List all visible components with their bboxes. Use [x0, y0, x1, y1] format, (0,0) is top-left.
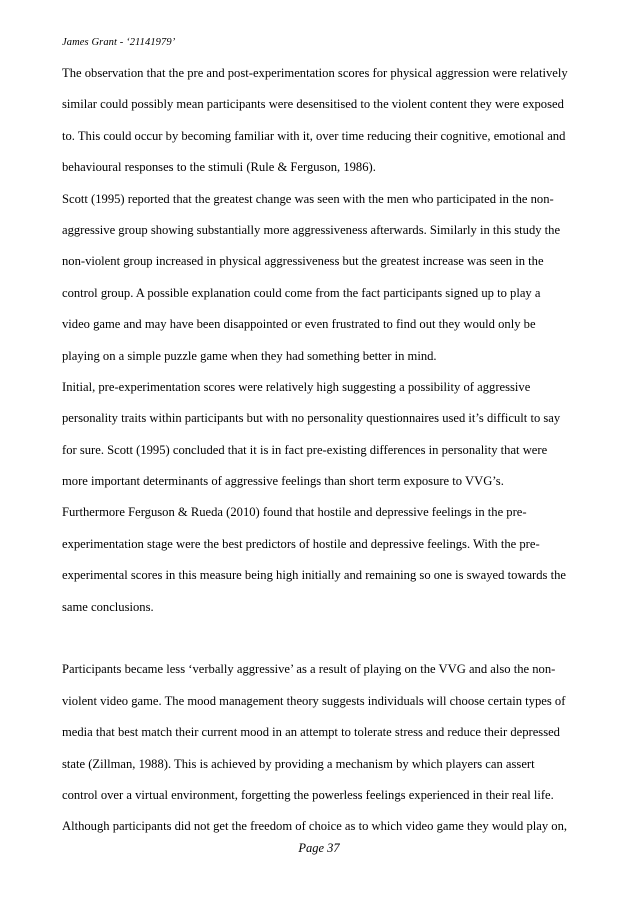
paragraph-gap — [62, 623, 582, 654]
text-line: The observation that the pre and post-experimentation scores for physical aggression were relatively — [62, 66, 568, 80]
text-line: aggressive group showing substantially more aggressiveness afterwards. Similarly in this study the — [62, 222, 561, 237]
text-line: media that best match their current mood in an attempt to tolerate stress and reduce their depressed — [62, 725, 560, 740]
paragraph-ferguson-rueda — [62, 497, 582, 623]
text-line: for sure. Scott (1995) concluded that it is in fact pre-existing differences in personality that were — [62, 442, 548, 457]
text-line: personality traits within participants but with no personality questionnaires used it’s difficult to say — [62, 411, 561, 426]
text-line: Furthermore Ferguson & Rueda (2010) found that hostile and depressive feelings in the pre- — [62, 505, 527, 520]
running-header: James Grant - ‘21141979’ — [62, 37, 176, 48]
text-line: control over a virtual environment, forgetting the powerless feelings experienced in their real life. — [62, 787, 554, 802]
paragraph-desensitisation — [62, 58, 582, 184]
text-line: Scott (1995) reported that the greatest change was seen with the men who participated in the non- — [62, 191, 554, 206]
text-line: state (Zillman, 1988). This is achieved by providing a mechanism by which players can assert — [62, 756, 535, 771]
paragraph-verbal-aggression — [62, 654, 582, 842]
text-line: same conclusions. — [62, 599, 154, 614]
text-line: experimentation stage were the best predictors of hostile and depressive feelings. With the pre- — [62, 536, 540, 551]
text-line: Although participants did not get the freedom of choice as to which video game they would play on, — [62, 819, 568, 834]
text-line: behavioural responses to the stimuli (Rule & Ferguson, 1986). — [62, 160, 376, 175]
text-line: experimental scores in this measure being high initially and remaining so one is swayed towards the — [62, 568, 566, 583]
body-text — [62, 58, 582, 843]
text-line: similar could possibly mean participants were desensitised to the violent content they were exposed — [62, 97, 564, 112]
text-line: playing on a simple puzzle game when they had something better in mind. — [62, 348, 437, 363]
text-line: to. This could occur by becoming familiar with it, over time reducing their cognitive, emotional and — [62, 128, 566, 143]
text-line: violent video game. The mood management theory suggests individuals will choose certain types of — [62, 693, 566, 708]
text-line: non-violent group increased in physical aggressiveness but the greatest increase was seen in the — [62, 254, 544, 269]
text-line: more important determinants of aggressive feelings than short term exposure to VVG’s. — [62, 474, 504, 489]
text-line: Participants became less ‘verbally aggressive’ as a result of playing on the VVG and also the non- — [62, 662, 556, 677]
paragraph-personality — [62, 372, 582, 498]
text-line: control group. A possible explanation could come from the fact participants signed up to play a — [62, 285, 541, 300]
paragraph-scott-1995 — [62, 184, 582, 372]
text-line: video game and may have been disappointed or even frustrated to find out they would only be — [62, 317, 536, 332]
text-line: Initial, pre-experimentation scores were relatively high suggesting a possibility of aggressive — [62, 379, 531, 394]
page-number: Page 37 — [298, 841, 340, 855]
